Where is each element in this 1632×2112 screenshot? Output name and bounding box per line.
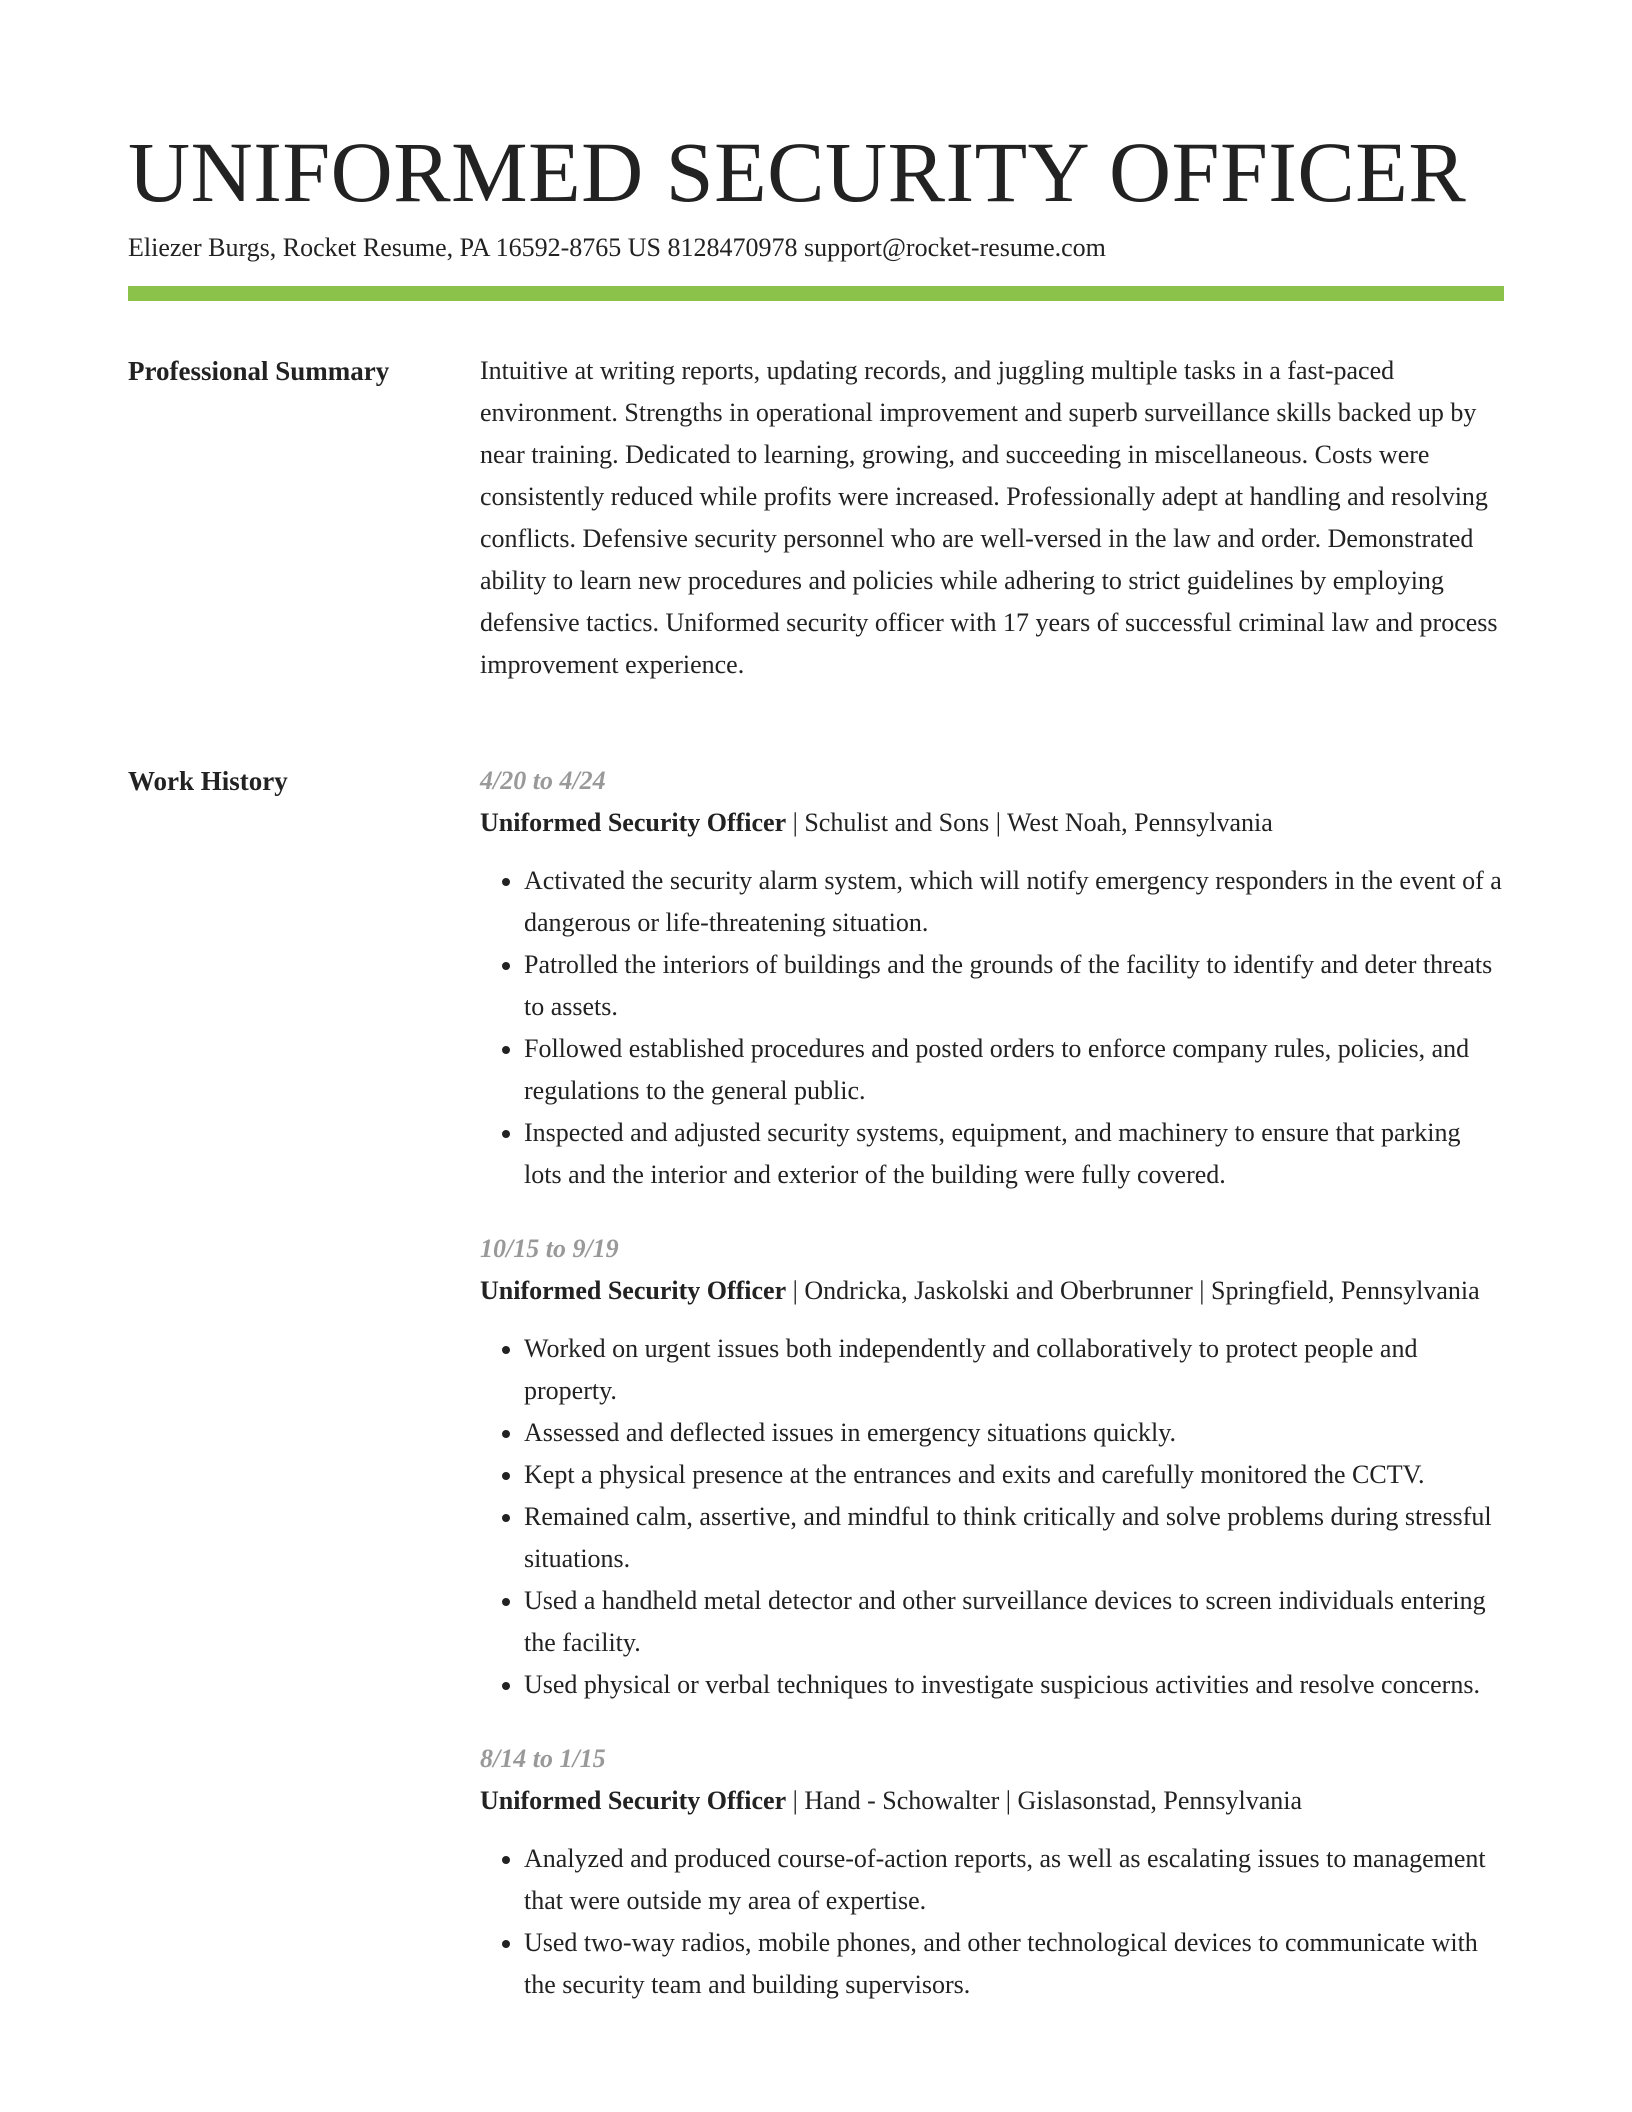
job-bullet: • Inspected and adjusted security systems, equipment, and machinery to ensure that parking lots and the interior and exterior of the building were fully covered. [524,1112,1504,1196]
job-bullet-list [480,1838,1504,2006]
job-heading [480,1780,1504,1822]
job-heading [480,1270,1504,1312]
job-bullet: • Remained calm, assertive, and mindful to think critically and solve problems during stressful situations. [524,1496,1504,1580]
header-divider [128,286,1504,301]
job-entry [480,760,1504,1196]
job-entry [480,1228,1504,1706]
contact-info: Eliezer Burgs, Rocket Resume, PA 16592-8765 US 8128470978 support@rocket-resume.com [128,233,1106,262]
summary-text: Intuitive at writing reports, updating records, and juggling multiple tasks in a fast-paced environment. Strengths in operational improvement and superb surveillance skills backed up by near training. Dedicated to learning, growing, and succeeding in miscellaneous. Costs were consistently reduced while profits were increased. Professionally adept at handling and resolving conflicts. Defensive security personnel who are well-versed in the law and order. Demonstrated ability to learn new procedures and policies while adhering to strict guidelines by employing defensive tactics. Uniformed security officer with 17 years of successful criminal law and process improvement experience. [480,356,1498,679]
job-bullet-list [480,1328,1504,1706]
job-bullet: • Used a handheld metal detector and other surveillance devices to screen individuals entering the facility. [524,1580,1504,1664]
job-details: | Ondricka, Jaskolski and Oberbrunner | Springfield, Pennsylvania [786,1276,1480,1305]
job-dates: 4/20 to 4/24 [480,766,606,795]
job-dates: 8/14 to 1/15 [480,1744,606,1773]
job-title: Uniformed Security Officer [480,1786,787,1815]
job-bullet: • Activated the security alarm system, which will notify emergency responders in the event of a dangerous or life-threatening situation. [524,860,1504,944]
job-bullet: • Used physical or verbal techniques to investigate suspicious activities and resolve concerns. [524,1664,1504,1706]
summary-section [480,350,1504,686]
job-bullet: • Used two-way radios, mobile phones, and other technological devices to communicate with the security team and building supervisors. [524,1922,1504,2006]
job-title: Uniformed Security Officer [480,808,787,837]
job-dates: 10/15 to 9/19 [480,1234,619,1263]
section-label-summary: Professional Summary [128,356,390,386]
resume-title: UNIFORMED SECURITY OFFICER [128,124,1467,220]
job-bullet: • Followed established procedures and posted orders to enforce company rules, policies, and regulations to the general public. [524,1028,1504,1112]
job-bullet: • Worked on urgent issues both independently and collaboratively to protect people and property. [524,1328,1504,1412]
job-bullet: • Analyzed and produced course-of-action reports, as well as escalating issues to management that were outside my area of expertise. [524,1838,1504,1922]
section-label-work-history: Work History [128,766,288,796]
job-entry [480,1738,1504,2006]
job-bullet: • Kept a physical presence at the entrances and exits and carefully monitored the CCTV. [524,1454,1504,1496]
job-details: | Schulist and Sons | West Noah, Pennsylvania [786,808,1273,837]
job-bullet: • Assessed and deflected issues in emergency situations quickly. [524,1412,1504,1454]
job-bullet: • Patrolled the interiors of buildings and the grounds of the facility to identify and deter threats to assets. [524,944,1504,1028]
job-bullet-list [480,860,1504,1196]
job-title: Uniformed Security Officer [480,1276,787,1305]
work-history-section [480,760,1504,2038]
job-details: | Hand - Schowalter | Gislasonstad, Pennsylvania [786,1786,1302,1815]
job-heading [480,802,1504,844]
